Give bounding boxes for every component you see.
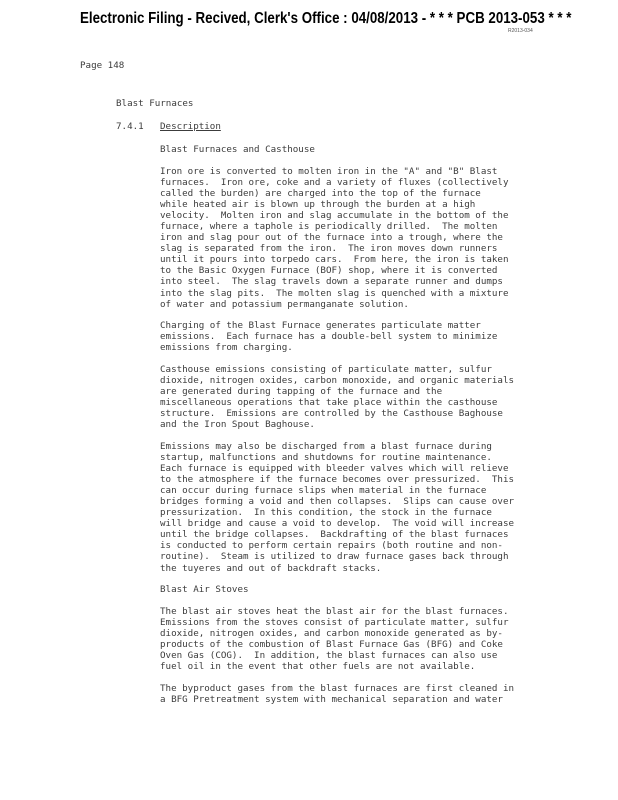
paragraph-casthouse-emissions: Casthouse emissions consisting of particulate matter, sulfur dioxide, nitrogen oxides, carbon monoxide, and organic materials are generated during tapping of the furnace and the miscellaneous operations that take place within the casthouse structure. Emissions are controlled by the Casthouse Baghouse and the Iron Spout Baghouse. [160,364,515,431]
paragraph-startup-emissions: Emissions may also be discharged from a blast furnace during startup, malfunctions and shutdowns for routine maintenance. Each furnace is equipped with bleeder valves which will relieve to the atmosphere if the furnace becomes over pressurized. This can occur during furnace slips when material in the furnace bridges forming a void and then collapses. Slips can cause over pressurization. In this condition, the stock in the furnace will bridge and cause a void to develop. The void will increase until the bridge collapses. Backdrafting of the blast furnaces is conducted to perform certain repairs (both routine and non- routine). Steam is utilized to draw furnace gases back through the tuyeres and out of backdraft stacks. [160,441,515,574]
paragraph-byproduct-gases: The byproduct gases from the blast furnaces are first cleaned in a BFG Pretreatment system with mechanical separation and water [160,683,515,706]
filing-stamp-header: Electronic Filing - Recived, Clerk's Office : 04/08/2013 - * * * PCB 2013-053 * * * [80,10,572,27]
subsection-title: Description [160,121,221,132]
document-code: R2013-034 [508,28,533,34]
paragraph-charging: Charging of the Blast Furnace generates particulate matter emissions. Each furnace has a double-bell system to minimize emissions from charging. [160,320,498,354]
heading-stoves: Blast Air Stoves [160,584,249,595]
page-label: Page 148 [80,60,125,71]
subsection-number: 7.4.1 [116,121,144,132]
paragraph-iron-conversion: Iron ore is converted to molten iron in the "A" and "B" Blast furnaces. Iron ore, coke and a variety of fluxes (collectively called the burden) are charged into the top of the furnace while heated air is blown up through the burden at a high velocity. Molten iron and slag accumulate in the bottom of the furnace, where a taphole is periodically drilled. The molten iron and slag pour out of the furnace into a trough, where the slag is separated from the iron. The iron moves down runners until it pours into torpedo cars. From here, the iron is taken to the Basic Oxygen Furnace (BOF) shop, where it is converted into steel. The slag travels down a separate runner and dumps into the slag pits. The molten slag is quenched with a mixture of water and potassium permanganate solution. [160,166,509,310]
section-title: Blast Furnaces [116,98,194,109]
paragraph-stoves: The blast air stoves heat the blast air for the blast furnaces. Emissions from the stoves consist of particulate matter, sulfur dioxide, nitrogen oxides, and carbon monoxide generated as by- products of the combustion of Blast Furnace Gas (BFG) and Coke Oven Gas (COG). In addition, the blast furnaces can also use fuel oil in the event that other fuels are not available. [160,606,509,673]
heading-casthouse: Blast Furnaces and Casthouse [160,144,315,155]
